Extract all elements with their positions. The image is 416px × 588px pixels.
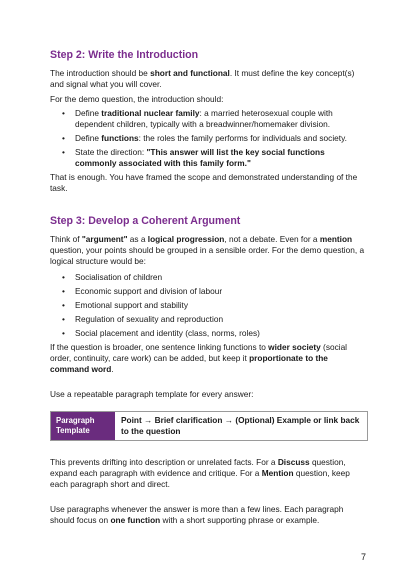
list-item: • Social placement and identity (class, norms, roles) [50,328,366,339]
step3-heading: Step 3: Develop a Coherent Argument [50,215,241,227]
step2-demo-line: For the demo question, the introduction should: [50,94,224,104]
step2-closing: That is enough. You have framed the scope and demonstrated understanding of the task. [50,172,358,193]
step3-bullet-list [50,272,366,339]
step3-paragraph-4: Use paragraphs whenever the answer is more than a few lines. Each paragraph should focus on one function with a short supporting phrase or example. [50,504,344,525]
step3-paragraph-2: If the question is broader, one sentence linking functions to wider society (social order, continuity, care work) can be added, but keep it proportionate to the command word. [50,342,348,374]
step3-paragraph-3: This prevents drifting into description or unrelated facts. For a Discuss question, expand each paragraph with evidence and critique. For a Mention question, keep each paragraph short and direct. [50,457,350,489]
list-item: • Economic support and division of labour [50,286,366,297]
step2-heading: Step 2: Write the Introduction [50,49,199,61]
page-number: 7 [360,552,366,562]
step3-paragraph-1: Think of "argument" as a logical progression, not a debate. Even for a mention question, your points should be grouped in a sensible order. For the demo question, a logical structure would be: [50,234,365,266]
step2-bullet-list [50,108,366,169]
list-item: • Define traditional nuclear family: a married heterosexual couple with dependent children, typically with a breadwinner/homemaker division. [50,108,366,130]
list-item: • Socialisation of children [50,272,366,283]
list-item: • State the direction: "This answer will list the key social functions commonly associated with this family form." [50,147,366,169]
list-item: • Regulation of sexuality and reproduction [50,314,366,325]
template-intro: Use a repeatable paragraph template for every answer: [50,389,254,399]
list-item: • Define functions: the roles the family performs for individuals and society. [50,133,366,144]
list-item: • Emotional support and stability [50,300,366,311]
template-label: Paragraph Template [51,412,115,440]
template-text: Point → Brief clarification → (Optional) Example or link back to the question [121,415,360,436]
step2-intro: The introduction should be short and functional. It must define the key concept(s) and signal what you will cover. [50,68,355,89]
paragraph-template-box [50,411,368,441]
